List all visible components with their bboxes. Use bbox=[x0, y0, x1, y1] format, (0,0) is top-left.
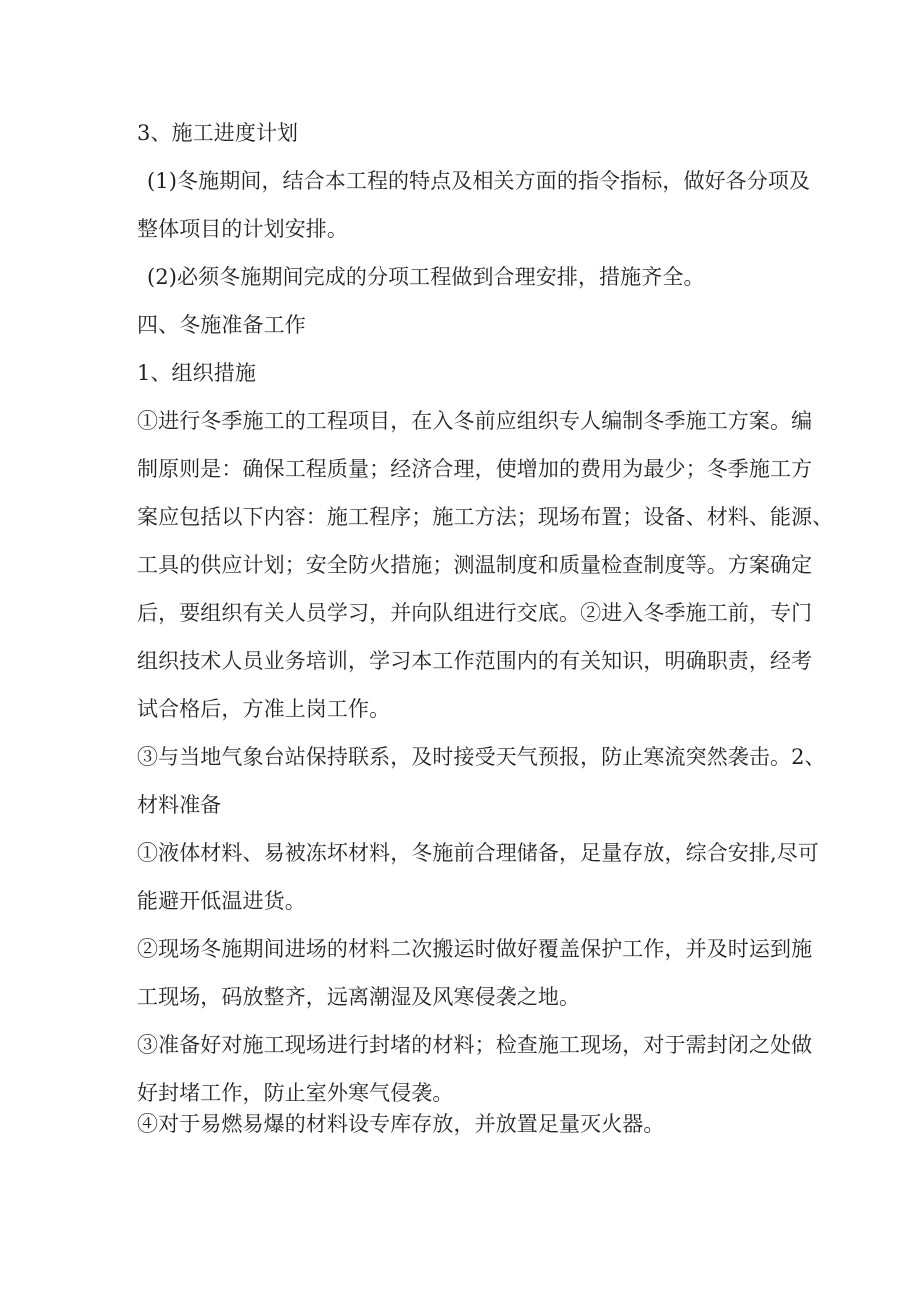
heading-preparation: 四、冬施准备工作 bbox=[137, 313, 306, 337]
paragraph-line: 整体项目的计划安排。 bbox=[137, 217, 348, 241]
paragraph-line: 制原则是：确保工程质量；经济合理，使增加的费用为最少；冬季施工方 bbox=[137, 457, 813, 481]
paragraph-line: (2)必须冬施期间完成的分项工程做到合理安排，措施齐全。 bbox=[147, 265, 705, 289]
paragraph-line: (1)冬施期间，结合本工程的特点及相关方面的指令指标，做好各分项及 bbox=[147, 169, 811, 193]
paragraph-line: ③与当地气象台站保持联系，及时接受天气预报，防止寒流突然袭击。2、 bbox=[137, 745, 826, 769]
heading-materials: 材料准备 bbox=[137, 793, 222, 817]
paragraph-line: ②现场冬施期间进场的材料二次搬运时做好覆盖保护工作，并及时运到施 bbox=[137, 937, 813, 961]
paragraph-line: 案应包括以下内容：施工程序；施工方法；现场布置；设备、材料、能源、 bbox=[137, 505, 834, 529]
heading-schedule: 3、施工进度计划 bbox=[137, 121, 299, 145]
paragraph-line: 工现场，码放整齐，远离潮湿及风寒侵袭之地。 bbox=[137, 985, 581, 1009]
heading-organization: 1、组织措施 bbox=[137, 361, 256, 385]
paragraph-line: 后，要组织有关人员学习，并向队组进行交底。②进入冬季施工前，专门 bbox=[137, 601, 813, 625]
paragraph-line: 好封堵工作，防止室外寒气侵袭。 bbox=[137, 1081, 454, 1105]
paragraph-line: ①进行冬季施工的工程项目，在入冬前应组织专人编制冬季施工方案。编 bbox=[137, 409, 813, 433]
paragraph-line: 试合格后，方准上岗工作。 bbox=[137, 697, 391, 721]
paragraph-line: ③准备好对施工现场进行封堵的材料；检查施工现场，对于需封闭之处做 bbox=[137, 1033, 813, 1057]
paragraph-line: 组织技术人员业务培训，学习本工作范围内的有关知识，明确职责，经考 bbox=[137, 649, 813, 673]
paragraph-line: 工具的供应计划；安全防火措施；测温制度和质量检查制度等。方案确定 bbox=[137, 553, 813, 577]
paragraph-line: ④对于易燃易爆的材料设专库存放，并放置足量灭火器。 bbox=[137, 1112, 665, 1136]
paragraph-line: ①液体材料、易被冻坏材料，冬施前合理储备，足量存放，综合安排,尽可 bbox=[137, 841, 819, 865]
paragraph-line: 能避开低温进货。 bbox=[137, 889, 306, 913]
